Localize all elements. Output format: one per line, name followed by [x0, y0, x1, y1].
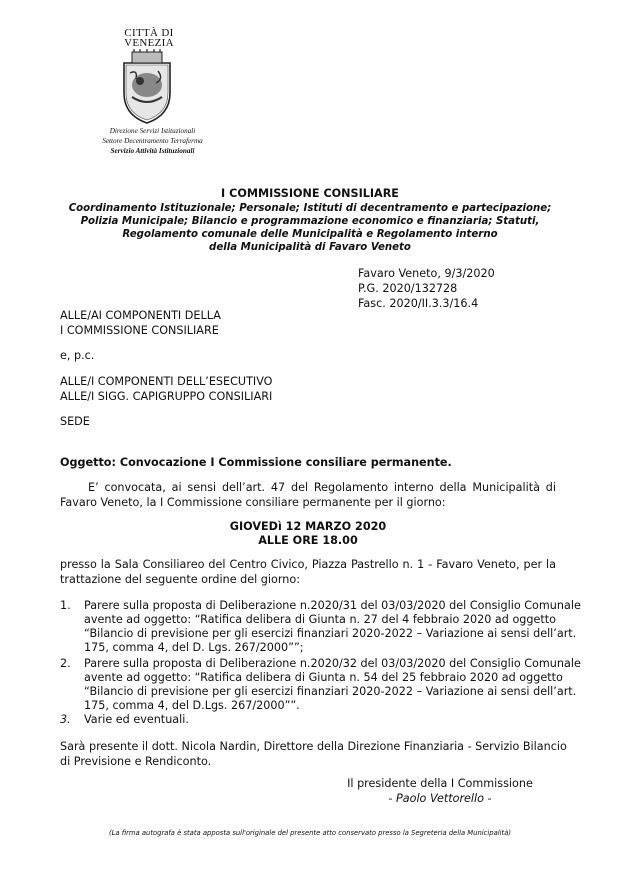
intro-line-2: Favaro Veneto, la I Commissione consiliare permanente per il giorno: [60, 496, 446, 509]
agenda-2-line-3: “Bilancio di previsione per gli esercizi finanziari 2020-2022 – Variazione ai sensi dell’art. [84, 685, 577, 698]
dept-line-1: Direzione Servizi Istituzionali [109, 127, 196, 135]
venice-lion-crest-icon [118, 49, 176, 125]
agenda-1-line-2: avente ad oggetto: “Ratifica delibera di Giunta n. 27 del 4 febbraio 2020 ad oggetto [84, 613, 556, 626]
subtitle-line-3: Regolamento comunale delle Municipalità e Regolamento interno [122, 229, 498, 240]
protocol-number: P.G. 2020/132728 [358, 282, 458, 295]
subject-line: Oggetto: Convocazione I Commissione consiliare permanente. [60, 456, 452, 469]
file-reference: Fasc. 2020/II.3.3/16.4 [358, 297, 479, 310]
agenda-3-line-1: Varie ed eventuali. [84, 713, 189, 726]
dept-line-3: Servizio Attività Istituzionali [110, 147, 195, 155]
dept-line-2: Settore Decentramento Terraferma [102, 137, 203, 145]
subtitle-line-2: Polizia Municipale; Bilancio e programmazione economico e finanziaria; Statuti, [80, 216, 540, 227]
agenda-number-1: 1. [60, 599, 71, 612]
footer-note: (La firma autografa è stata apposta sull'originale del presente atto conservato presso la Segreteria della Municipalità) [108, 829, 512, 837]
closing-line-2: di Previsione e Rendiconto. [60, 755, 212, 768]
agenda-number-2: 2. [60, 657, 71, 670]
city-name-line1: CITTÀ DI [124, 27, 174, 39]
agenda-2-line-4: 175, comma 4, del D.Lgs. 267/2000””. [84, 699, 300, 712]
agenda-1-line-4: 175, comma 4, del D. Lgs. 267/2000””; [84, 641, 304, 654]
signature-name: - Paolo Vettorello - [388, 792, 492, 805]
agenda-number-3: 3. [60, 713, 71, 726]
cc-label: e, p.c. [60, 349, 95, 362]
recipient-line-4: ALLE/I SIGG. CAPIGRUPPO CONSILIARI [60, 390, 273, 403]
sede-label: SEDE [60, 415, 90, 428]
closing-line-1: Sarà presente il dott. Nicola Nardin, Direttore della Direzione Finanziaria - Servizio Bilancio [60, 740, 567, 753]
subtitle-line-4: della Municipalità di Favaro Veneto [209, 242, 411, 253]
recipient-line-2: I COMMISSIONE CONSILIARE [60, 324, 219, 337]
recipient-line-3: ALLE/I COMPONENTI DELL’ESECUTIVO [60, 375, 273, 388]
signature-role: Il presidente della I Commissione [347, 777, 533, 790]
city-name-line2: VENEZIA [124, 37, 174, 49]
location-line-1: presso la Sala Consiliareo del Centro Civico, Piazza Pastrello n. 1 - Favaro Veneto, per la [60, 558, 556, 571]
agenda-2-line-1: Parere sulla proposta di Deliberazione n.2020/32 del 03/03/2020 del Consiglio Comunale [84, 657, 581, 670]
recipient-line-1: ALLE/AI COMPONENTI DELLA [60, 309, 221, 322]
agenda-1-line-3: “Bilancio di previsione per gli esercizi finanziari 2020-2022 – Variazione ai sensi dell’art. [84, 627, 577, 640]
subtitle-line-1: Coordinamento Istituzionale; Personale; Istituti di decentramento e partecipazione; [68, 203, 552, 214]
location-line-2: trattazione del seguente ordine del giorno: [60, 573, 300, 586]
place-date: Favaro Veneto, 9/3/2020 [358, 267, 495, 280]
agenda-1-line-1: Parere sulla proposta di Deliberazione n.2020/31 del 03/03/2020 del Consiglio Comunale [84, 599, 581, 612]
intro-line-1: E’ convocata, ai sensi dell’art. 47 del Regolamento interno della Municipalità di [88, 481, 556, 494]
meeting-time: ALLE ORE 18.00 [258, 534, 358, 547]
meeting-date: GIOVEDì 12 MARZO 2020 [229, 520, 387, 533]
commission-title: I COMMISSIONE CONSILIARE [221, 187, 399, 200]
city-name [118, 28, 180, 48]
agenda-2-line-2: avente ad oggetto: “Ratifica delibera di Giunta n. 54 del 25 febbraio 2020 ad oggetto [84, 671, 563, 684]
